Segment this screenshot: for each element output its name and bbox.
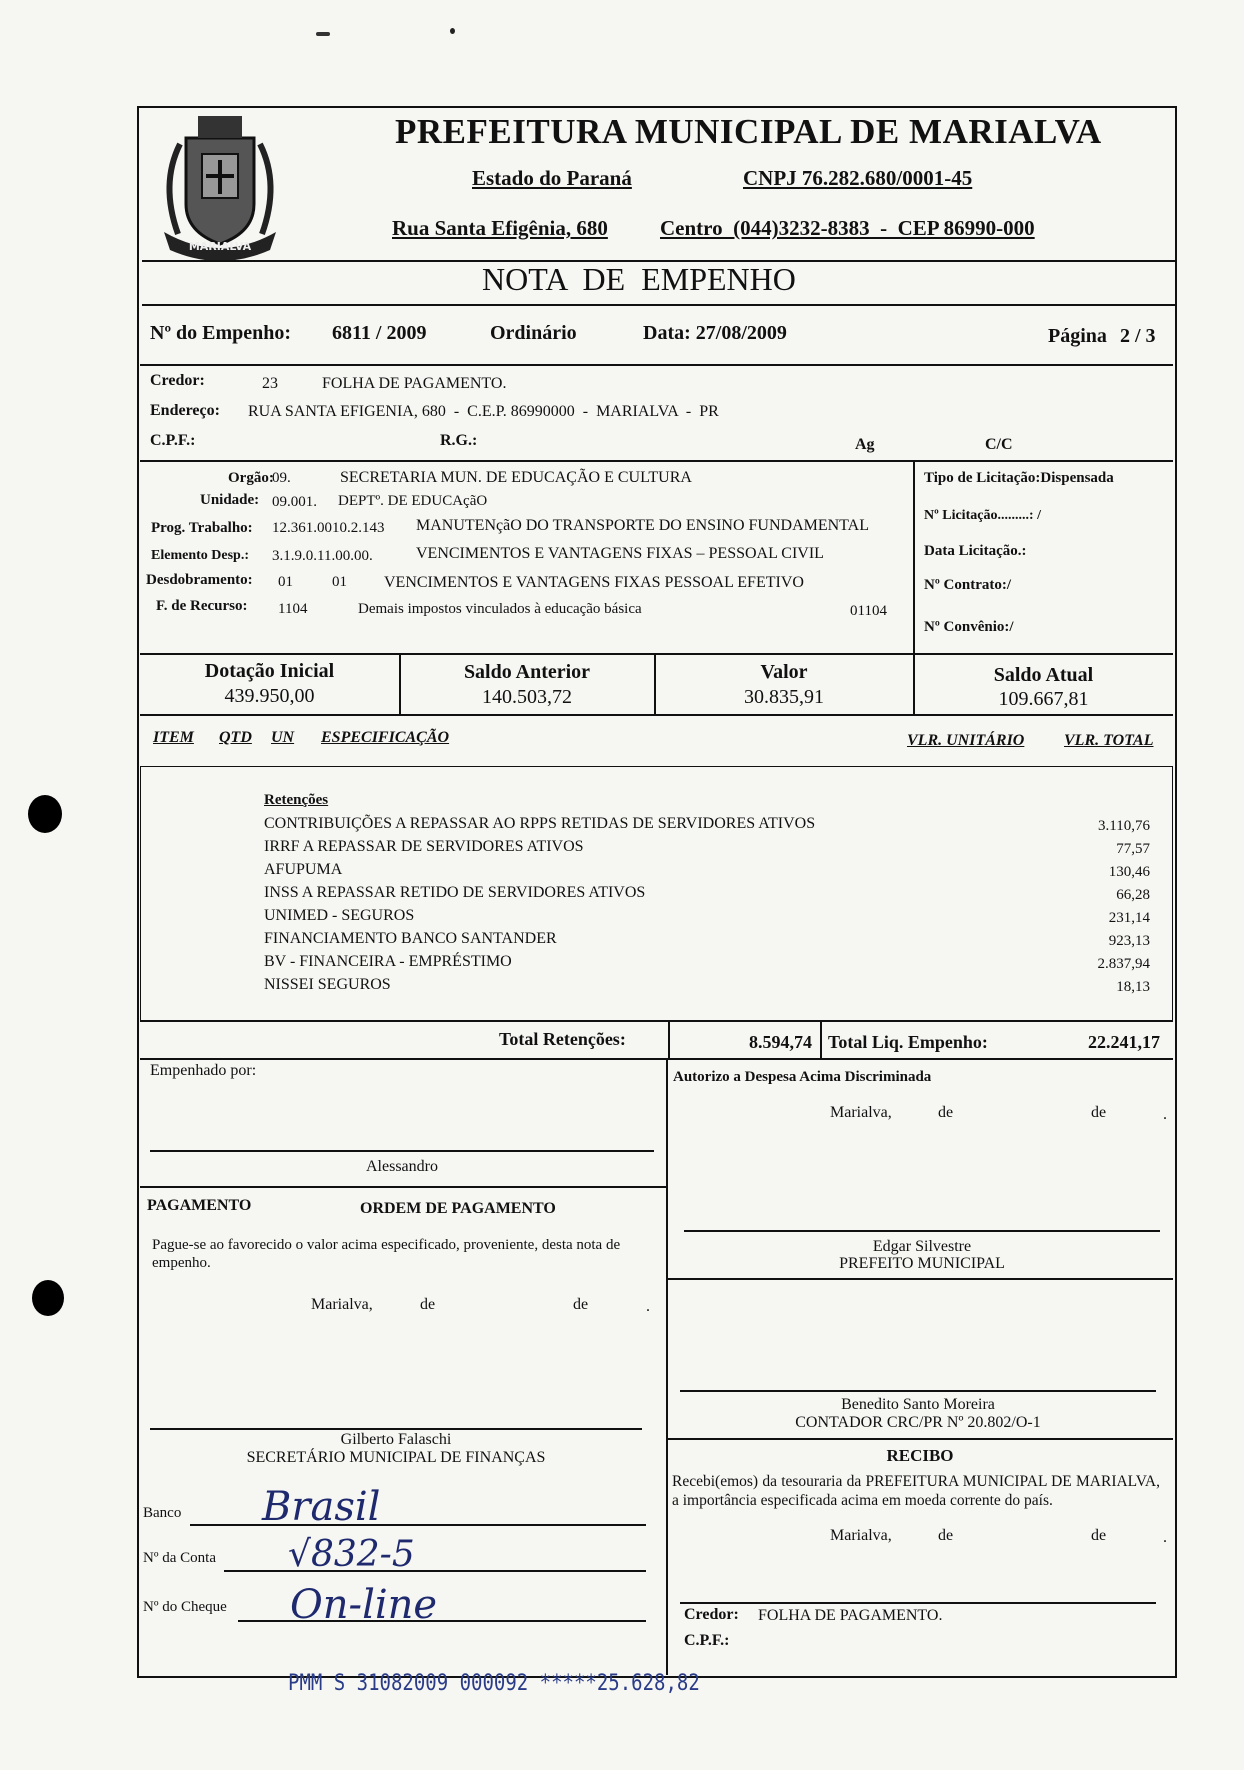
header-cnpj: CNPJ 76.282.680/0001-45	[743, 166, 973, 190]
saldo-atual-label: Saldo Atual	[993, 664, 1094, 686]
divider	[140, 1186, 667, 1188]
scan-speck	[316, 32, 330, 36]
credor-name: FOLHA DE PAGAMENTO.	[322, 375, 507, 392]
saldo-atual-value: 109.667,81	[998, 688, 1089, 710]
retencao-value: 66,28	[1116, 887, 1150, 903]
recibo-dot: .	[1163, 1529, 1167, 1546]
licitacao-divider	[913, 460, 915, 654]
desdobramento-a: 01	[278, 574, 293, 590]
contrato: Nº Contrato:/	[924, 577, 1012, 593]
page-number: 2 / 3	[1120, 325, 1156, 347]
orgao-code: 09.	[272, 470, 291, 486]
ag-label: Ag	[855, 436, 875, 453]
divider	[140, 364, 1173, 366]
unidade-code: 09.001.	[272, 494, 317, 510]
divider	[140, 653, 1173, 655]
crest-banner-text: MARIALVA	[188, 240, 252, 253]
credor-label: Credor:	[150, 372, 205, 389]
divider	[140, 714, 1173, 716]
total-liq-label: Total Liq. Empenho:	[828, 1032, 988, 1052]
retencao-desc: FINANCIAMENTO BANCO SANTANDER	[264, 930, 557, 947]
pagamento-dot: .	[646, 1298, 650, 1315]
cpf-label: C.P.F.:	[150, 432, 196, 449]
licitacao-numero: Nº Licitação.........: /	[924, 508, 1041, 523]
endereco-label: Endereço:	[150, 402, 220, 419]
pagamento-de-1: de	[420, 1296, 436, 1313]
retencao-desc: UNIMED - SEGUROS	[264, 907, 415, 924]
retencao-value: 2.837,94	[1097, 956, 1150, 972]
header-district-phone-cep: Centro (044)3232-8383 - CEP 86990-000	[660, 216, 1035, 240]
totals-sep	[820, 1020, 822, 1060]
autorizo-dot: .	[1163, 1106, 1167, 1123]
recibo-city: Marialva,	[830, 1527, 892, 1544]
autorizo-de-2: de	[1091, 1104, 1107, 1121]
recurso-label: F. de Recurso:	[156, 598, 248, 614]
col-un: UN	[271, 729, 295, 746]
total-retencoes-value: 8.594,74	[749, 1032, 812, 1052]
retencao-desc: BV - FINANCEIRA - EMPRÉSTIMO	[264, 953, 512, 970]
cheque-handwritten: On-line	[290, 1582, 438, 1628]
convenio: Nº Convênio:/	[924, 619, 1014, 635]
unidade-name: DEPTº. DE EDUCAçãO	[338, 493, 488, 509]
empenho-date: Data: 27/08/2009	[643, 322, 787, 344]
retencao-desc: CONTRIBUIÇÕES A REPASSAR AO RPPS RETIDAS DE SERVIDORES ATIVOS	[264, 815, 816, 832]
signature-line	[680, 1602, 1156, 1604]
retencao-value: 231,14	[1108, 910, 1150, 926]
banco-handwritten: Brasil	[262, 1484, 381, 1530]
elemento-label: Elemento Desp.:	[151, 548, 249, 563]
recibo-credor-label: Credor:	[684, 1606, 739, 1623]
elemento-name: VENCIMENTOS E VANTAGENS FIXAS – PESSOAL CIVIL	[416, 545, 824, 562]
pagamento-de-2: de	[573, 1296, 589, 1313]
signature-line	[150, 1428, 642, 1430]
saldo-anterior-label: Saldo Anterior	[463, 661, 591, 683]
desdobramento-name: VENCIMENTOS E VANTAGENS FIXAS PESSOAL EFETIVO	[384, 574, 804, 591]
elemento-code: 3.1.9.0.11.00.00.	[272, 548, 373, 564]
col-item: ITEM	[153, 729, 194, 746]
signature-line	[684, 1230, 1160, 1232]
retencao-value: 3.110,76	[1098, 818, 1150, 834]
divider	[140, 1020, 1173, 1022]
municipal-crest-logo	[150, 104, 290, 260]
retencao-value: 77,57	[1116, 841, 1150, 857]
secretary-name: Gilberto Falaschi	[340, 1431, 452, 1448]
col-vlr-total: VLR. TOTAL	[1064, 732, 1154, 749]
empenho-type: Ordinário	[490, 322, 577, 344]
header-state: Estado do Paraná	[472, 166, 632, 190]
divider	[140, 1058, 1173, 1060]
retencao-value: 130,46	[1108, 864, 1150, 880]
page-number-label: Página	[1048, 325, 1107, 347]
divider	[667, 1438, 1173, 1440]
retencao-desc: INSS A REPASSAR RETIDO DE SERVIDORES ATIVOS	[264, 884, 646, 901]
mechanical-stamp: PMM S 31082009 000092 *****25.628,82	[288, 1670, 700, 1696]
unidade-label: Unidade:	[200, 492, 260, 508]
licitacao-tipo: Tipo de Licitação:Dispensada	[924, 470, 1114, 486]
totals-sep	[668, 1020, 670, 1060]
page-title: PREFEITURA MUNICIPAL DE MARIALVA	[395, 112, 1102, 151]
saldo-anterior-value: 140.503,72	[482, 686, 572, 708]
prog-label: Prog. Trabalho:	[151, 520, 253, 536]
rg-label: R.G.:	[440, 432, 478, 449]
ordem-pagamento-label: ORDEM DE PAGAMENTO	[360, 1200, 556, 1217]
recibo-de-2: de	[1091, 1527, 1107, 1544]
punch-hole-top	[28, 795, 62, 833]
col-qtd: QTD	[219, 729, 252, 746]
accountant-name: Benedito Santo Moreira	[841, 1396, 995, 1413]
recibo-credor-name: FOLHA DE PAGAMENTO.	[758, 1607, 943, 1624]
cheque-label: Nº do Cheque	[143, 1599, 227, 1615]
retencao-value: 923,13	[1108, 933, 1150, 949]
recibo-cpf-label: C.P.F.:	[684, 1632, 730, 1649]
scan-speck	[450, 28, 455, 34]
mayor-name: Edgar Silvestre	[872, 1238, 972, 1255]
desdobramento-b: 01	[332, 574, 347, 590]
signature-line	[150, 1150, 654, 1152]
banco-line	[190, 1524, 646, 1526]
valor-label: Valor	[760, 661, 808, 683]
signature-line	[680, 1390, 1156, 1392]
cc-label: C/C	[985, 436, 1013, 453]
col-vlr-unitario: VLR. UNITÁRIO	[907, 732, 1025, 749]
recibo-title: RECIBO	[886, 1446, 954, 1465]
document-title: NOTA DE EMPENHO	[482, 261, 796, 297]
bottom-divider	[666, 1060, 668, 1675]
col-especificacao: ESPECIFICAÇÃO	[321, 729, 450, 746]
endereco-value: RUA SANTA EFIGENIA, 680 - C.E.P. 86990000 - MARIALVA - PR	[248, 403, 719, 420]
retencoes-title: Retenções	[264, 792, 329, 808]
pagamento-text: Pague-se ao favorecido o valor acima especificado, proveniente, desta nota de empenho.	[152, 1237, 621, 1271]
autorizo-city: Marialva,	[830, 1104, 892, 1121]
valor-value: 30.835,91	[744, 686, 824, 708]
recurso-code: 1104	[278, 601, 308, 617]
total-liq-value: 22.241,17	[1088, 1032, 1160, 1052]
retencao-value: 18,13	[1116, 979, 1150, 995]
recurso-code-2: 01104	[850, 603, 887, 619]
autorizo-label: Autorizo a Despesa Acima Discriminada	[673, 1069, 932, 1085]
retencao-desc: NISSEI SEGUROS	[264, 976, 391, 993]
divider	[667, 1278, 1173, 1280]
pagamento-label: PAGAMENTO	[147, 1197, 252, 1214]
dotacao-label: Dotação Inicial	[204, 660, 335, 682]
total-retencoes-label: Total Retenções:	[499, 1029, 626, 1049]
recurso-name: Demais impostos vinculados à educação básica	[358, 601, 642, 617]
mayor-title: PREFEITO MUNICIPAL	[839, 1255, 1005, 1272]
orgao-name: SECRETARIA MUN. DE EDUCAÇÃO E CULTURA	[340, 469, 692, 486]
banco-label: Banco	[143, 1505, 182, 1521]
autorizo-de-1: de	[938, 1104, 954, 1121]
header-address: Rua Santa Efigênia, 680	[392, 216, 608, 240]
prog-code: 12.361.0010.2.143	[272, 520, 385, 536]
conta-handwritten: √832-5	[288, 1534, 415, 1575]
secretary-title: SECRETÁRIO MUNICIPAL DE FINANÇAS	[246, 1449, 546, 1466]
credor-code: 23	[262, 375, 278, 392]
empenhado-label: Empenhado por:	[150, 1062, 257, 1079]
retencao-desc: IRRF A REPASSAR DE SERVIDORES ATIVOS	[264, 838, 584, 855]
empenho-number: 6811 / 2009	[332, 322, 427, 344]
retencao-desc: AFUPUMA	[264, 861, 343, 878]
accountant-title: CONTADOR CRC/PR Nº 20.802/O-1	[795, 1414, 1041, 1431]
recibo-de-1: de	[938, 1527, 954, 1544]
orgao-label: Orgão:	[228, 470, 274, 486]
pagamento-city: Marialva,	[311, 1296, 373, 1313]
desdobramento-label: Desdobramento:	[146, 572, 253, 588]
empenhado-name: Alessandro	[366, 1158, 438, 1175]
conta-label: Nº da Conta	[143, 1550, 216, 1566]
prog-name: MANUTENçãO DO TRANSPORTE DO ENSINO FUNDAMENTAL	[416, 517, 869, 534]
licitacao-data: Data Licitação.:	[924, 543, 1027, 559]
dotacao-value: 439.950,00	[224, 685, 315, 707]
punch-hole-bottom	[32, 1280, 64, 1316]
divider	[140, 460, 1173, 462]
empenho-number-label: Nº do Empenho:	[150, 322, 292, 344]
recibo-text: Recebi(emos) da tesouraria da PREFEITURA MUNICIPAL DE MARIALVA, a importância especificada acima em moeda corrente do país.	[672, 1473, 1160, 1509]
